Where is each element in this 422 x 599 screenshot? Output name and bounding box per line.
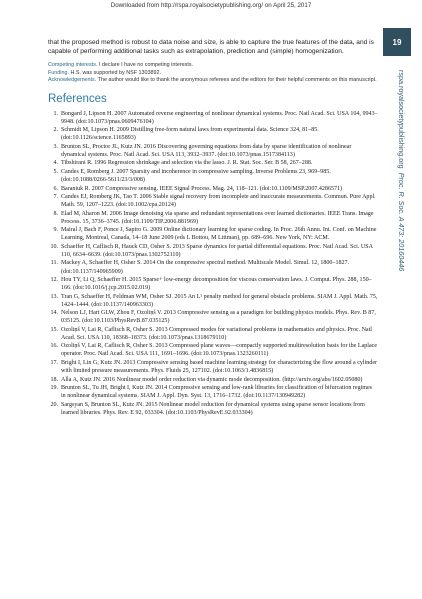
reference-number: 15. — [50, 326, 58, 333]
sidebar-text — [397, 70, 406, 370]
reference-text: Alla A, Kutz JN. 2016 Nonlinear model order reduction via dynamic mode decomposition. (http://arxiv.org/abs/1602.05080) — [61, 376, 363, 383]
journal-sidebar — [392, 70, 406, 370]
reference-item — [48, 110, 378, 126]
reference-number: 19. — [50, 385, 58, 392]
reference-text: Mackey A, Schaeffer H, Osher S. 2014 On the compressive spectral method. Multiscale Model. Simul. 12, 1800–1827. (doi:10.1137/140965909) — [61, 260, 350, 275]
reference-text: Hou TY, Li Q, Schaeffer H. 2015 Sparse+ low-energy decomposition for viscous conservation laws. J. Comput. Phys. 288, 150–166. (doi:10.1016/j.jcp.2015.02.019) — [61, 277, 372, 292]
reference-text: Tran G, Schaeffer H, Feldman WM, Osher SJ. 2015 An L¹ penalty method for general obstacle problems. SIAM J. Appl. Math. 75, 1424–1444. (doi:10.1137/140963303) — [61, 293, 378, 308]
reference-number: 7. — [53, 194, 58, 201]
reference-text: Schaeffer H, Caflisch R, Hauck CD, Osher S. 2013 Sparse dynamics for partial differential equations. Proc. Natl Acad. Sci. USA 110, 6634–6639. (doi:10.1073/pnas.1302752110) — [61, 243, 373, 258]
page-number-badge: 19 — [383, 28, 411, 56]
acknowledgements-label: Acknowledgements. — [48, 77, 97, 84]
reference-number: 20. — [50, 401, 58, 408]
reference-number: 5. — [53, 168, 58, 175]
reference-number: 3. — [53, 143, 58, 150]
reference-text: Bongard J, Lipson H. 2007 Automated reverse engineering of nonlinear dynamical systems. Proc. Natl Acad. Sci. USA 104, 9943–9948. (doi:10.1073/pnas.0609476104) — [61, 110, 378, 125]
journal-citation: Proc. R. Soc. A 473: 20160446 — [397, 172, 406, 272]
reference-text: Sargsyan S, Brunton SL, Kutz JN. 2015 Nonlinear model reduction for dynamical systems using sparse sensor locations from learned libraries. Phys. Rev. E 92, 033304. (doi:10.1103/PhysRevE.92.033304) — [61, 401, 365, 416]
reference-item — [48, 293, 378, 309]
reference-item — [48, 359, 378, 375]
page-content — [48, 38, 378, 417]
reference-item — [48, 210, 378, 226]
reference-number: 11. — [50, 260, 58, 267]
funding-label: Funding. — [48, 69, 69, 76]
reference-item — [48, 243, 378, 259]
reference-text: Ozoliņš V, Lai R, Caflisch R, Osher S. 2013 Compressed modes for variational problems in mathematics and physics. Proc. Natl Acad. Sci. USA 110, 18368–18373. (doi:10.1073/pnas.1318679110) — [61, 326, 372, 341]
reference-text: Brunton SL, Proctor JL, Kutz JN. 2016 Discovering governing equations from data by sparse identification of nonlinear dynamical systems. Proc. Natl Acad. Sci. USA 113, 3932–3937. (doi:10.1073/pnas.1517384113) — [61, 143, 352, 158]
reference-item — [48, 193, 378, 209]
competing-interests-label: Competing interests. — [48, 62, 98, 69]
reference-item — [48, 342, 378, 358]
reference-number: 2. — [53, 127, 58, 134]
acknowledgements — [48, 77, 378, 84]
reference-number: 16. — [50, 343, 58, 350]
reference-text: Schmidt M, Lipson H. 2009 Distilling free-form natural laws from experimental data. Science 324, 81–85. (doi:10.1126/science.1165893) — [61, 127, 319, 142]
reference-text: Ozoliņš V, Lai R, Caflisch R, Osher S. 2013 Compressed plane waves—compactly supported multiresolution basis for the Laplace operator. Proc. Natl Acad. Sci. USA 111, 1691–1696. (doi:10.1073/pnas.1323260111) — [61, 343, 378, 358]
reference-text: Nelson LJ, Hart GLW, Zhou F, Ozoliņš V. 2013 Compressive sensing as a paradigm for building physics models. Phys. Rev. B 87, 035125. (doi:10.1103/PhysRevB.87.035125) — [61, 310, 376, 325]
reference-item — [48, 143, 378, 159]
reference-number: 4. — [53, 160, 58, 167]
reference-text: Mairal J, Bach F, Ponce J, Sapiro G. 2009 Online dictionary learning for sparse coding. In Proc. 26th Annu. Int. Conf. on Machine Learning, Montreal, Canada, 14–18 June 2009 (eds L Bottou, M Littman), pp. 689–696. New York, NY: ACM. — [61, 227, 377, 242]
reference-number: 18. — [50, 376, 58, 383]
competing-interests — [48, 62, 378, 69]
reference-number: 6. — [53, 185, 58, 192]
reference-number: 12. — [50, 277, 58, 284]
download-header: Downloaded from http://rspa.royalsocietypublishing.org/ on April 25, 2017 — [110, 2, 312, 9]
references-list — [48, 110, 378, 417]
reference-number: 9. — [53, 227, 58, 234]
reference-number: 17. — [50, 360, 58, 367]
reference-text: Elad M, Aharon M. 2006 Image denoising via sparse and redundant representations over learned dictionaries. IEEE Trans. Image Process. 15, 3736–3745. (doi:10.1109/TIP.2006.881969) — [61, 210, 374, 225]
intro-paragraph: that the proposed method is robust to data noise and size, is able to capture the true features of the data, and is capable of performing additional tasks such as extrapolation, prediction and (simple) homogenization. — [48, 39, 374, 56]
reference-number: 14. — [50, 310, 58, 317]
reference-item — [48, 259, 378, 275]
reference-item — [48, 376, 378, 384]
reference-text: Candes EJ, Romberg JK, Tao T. 2006 Stable signal recovery from incomplete and inaccurate measurements. Commun. Pure Appl. Math. 59, 1207–1223. (doi:10.1002/cpa.20124) — [61, 194, 376, 209]
reference-number: 8. — [53, 210, 58, 217]
reference-item — [48, 309, 378, 325]
reference-text: Baraniuk R. 2007 Compressive sensing. IEEE Signal Process. Mag. 24, 118–121. (doi:10.1109/MSP.2007.4286571) — [61, 185, 343, 192]
reference-item — [48, 226, 378, 242]
reference-text: Candes E, Romberg J. 2007 Sparsity and incoherence in compressive sampling. Inverse Problems 23, 969–985. (doi:10.1088/0266-5611/23/3/008) — [61, 168, 331, 183]
journal-url[interactable]: rspa.royalsocietypublishing.org — [397, 70, 406, 169]
reference-item — [48, 185, 378, 193]
reference-text: Brunton SL, Tu JH, Bright I, Kutz JN. 2014 Compressive sensing and low-rank libraries for classification of bifurcation regimes in nonlinear dynamical systems. SIAM J. Appl. Dyn. Syst. 13, 1716–1732. (doi:10.1137/130949282) — [61, 385, 373, 400]
competing-interests-text: I declare I have no competing interests. — [98, 62, 194, 69]
acknowledgements-text: The author would like to thank the anonymous referees and the editors for their helpful comments on this manuscript. — [97, 77, 377, 84]
reference-number: 10. — [50, 243, 58, 250]
references-heading: References — [48, 92, 107, 105]
reference-item — [48, 126, 378, 142]
reference-item — [48, 326, 378, 342]
reference-item — [48, 384, 378, 400]
reference-text: Tibshirani R. 1996 Regression shrinkage and selection via the lasso. J. R. Stat. Soc. Ser. B 58, 267–288. — [61, 160, 313, 167]
reference-number: 1. — [53, 110, 58, 117]
reference-item — [48, 401, 378, 417]
reference-item — [48, 168, 378, 184]
funding-note — [48, 70, 378, 77]
reference-number: 13. — [50, 293, 58, 300]
reference-text: Bright I, Lin G, Kutz JN. 2013 Compressive sensing based machine learning strategy for characterizing the flow around a cylinder with limited pressure measurements. Phys. Fluids 25, 127102. (doi:10.1063/1.4836815) — [61, 360, 378, 375]
reference-item — [48, 159, 378, 167]
reference-item — [48, 276, 378, 292]
funding-text: H.S. was supported by NSF 1303892. — [70, 69, 161, 76]
